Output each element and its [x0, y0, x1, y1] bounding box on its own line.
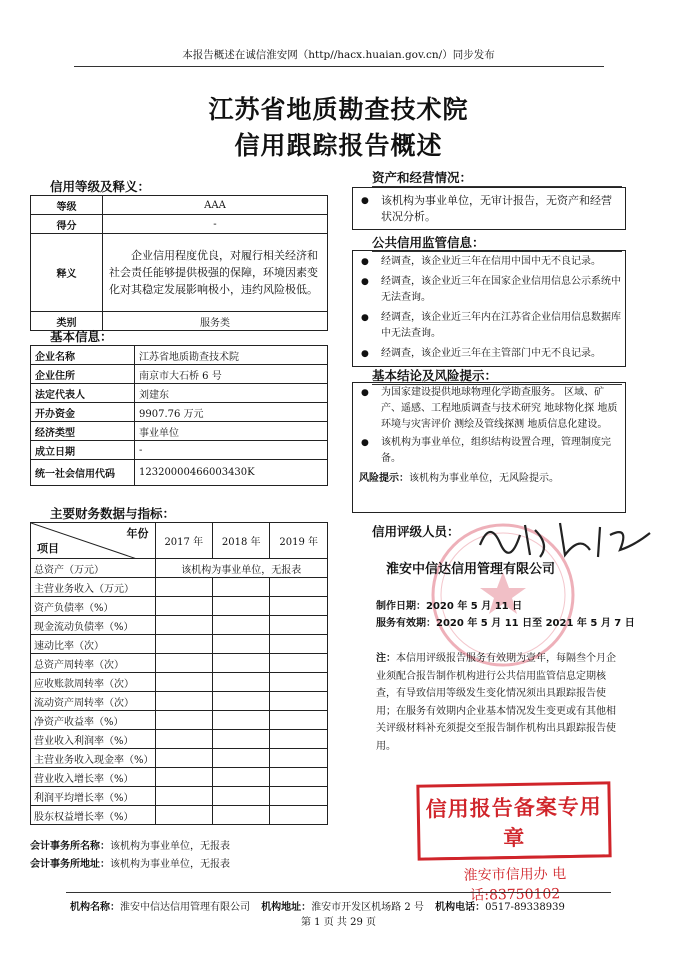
finance-value-cell: [155, 616, 212, 635]
footer-addr-value: 淮安市开发区机场路 2 号: [311, 902, 424, 913]
finance-item-label: 速动比率（次）: [31, 635, 156, 654]
rating-category-value: 服务类: [103, 312, 328, 331]
finance-item-label: 营业收入利润率（%）: [31, 730, 156, 749]
finance-value-cell: [213, 787, 270, 806]
bullet-icon: ●: [361, 277, 369, 287]
finance-value-cell: [270, 578, 328, 597]
agency-name: 淮安中信达信用管理有限公司: [386, 562, 556, 577]
finance-value-cell: [270, 749, 328, 768]
validity-value: 2020 年 5 月 11 日至 2021 年 5 月 7 日: [436, 618, 635, 629]
assets-box: [352, 187, 626, 230]
finance-value-cell: [155, 635, 212, 654]
finance-item-label: 净资产收益率（%）: [31, 711, 156, 730]
stamp-sub: 淮安市信用办 电话:83750102: [463, 866, 567, 904]
conclusion-box: [352, 382, 626, 513]
footer-org-label: 机构名称：: [70, 902, 120, 913]
table-row: [31, 234, 328, 312]
table-row: [31, 384, 328, 403]
accounting-name-label: 会计事务所名称：: [30, 841, 110, 852]
validity-line: [376, 614, 635, 629]
note-label: 注：: [376, 653, 396, 664]
list-item: ● 经调查，该企业近三年在主管部门中无不良记录。: [353, 346, 625, 362]
header-note: 本报告概述在诚信淮安网（http//hacx.huaian.gov.cn/）同步发布: [182, 49, 495, 61]
rating-grade-label: 等级: [31, 196, 103, 215]
header-divider: [74, 66, 604, 67]
finance-value-cell: [155, 692, 212, 711]
rating-grade-value: AAA: [103, 196, 328, 215]
finance-table: [30, 522, 328, 825]
date-value: 2020 年 5 月 11 日: [426, 601, 523, 612]
finance-value-cell: [270, 787, 328, 806]
finance-value-cell: [155, 711, 212, 730]
finance-value-cell: [155, 768, 212, 787]
finance-value-cell: [213, 635, 270, 654]
table-row: [31, 692, 328, 711]
year-header: 2019 年: [270, 523, 328, 559]
rating-score-value: -: [103, 215, 328, 234]
finance-value-cell: [213, 768, 270, 787]
finance-value-cell: [213, 616, 270, 635]
note-text: 本信用评级报告服务有效期为壹年，每隔叁个月企业须配合报告制作机构进行公共信用监管信息定期核查，有导致信用等级发生变化情况须出具跟踪报告使用；在服务有效期内企业基本情况发生变更或有其他相关评级材料补充须提交至报告制作机构出具跟踪报告使用。: [376, 653, 616, 752]
basic-value: 12320000466003430K: [135, 460, 328, 486]
footer-divider: [66, 892, 611, 893]
risk-value: 该机构为事业单位，无风险提示。: [409, 473, 559, 484]
table-row: [31, 365, 328, 384]
rating-meaning-value: 企业信用程度优良，对履行相关经济和社会责任能够提供极强的保障，环境因素变化对其稳定发展影响极小，违约风险极低。: [103, 234, 328, 312]
year-header: 2017 年: [155, 523, 212, 559]
finance-note-cell: 该机构为事业单位，无报表: [155, 559, 327, 578]
page-title: 江苏省地质勘查技术院: [208, 95, 469, 124]
supervision-heading: 公共信用监管信息：: [372, 233, 622, 252]
finance-item-label: 流动资产周转率（次）: [31, 692, 156, 711]
rating-category-label: 类别: [31, 312, 103, 331]
finance-value-cell: [213, 578, 270, 597]
finance-corner-cell: [31, 523, 156, 559]
basic-value: 9907.76 万元: [135, 403, 328, 422]
finance-value-cell: [155, 749, 212, 768]
page-subtitle: 信用跟踪报告概述: [234, 131, 443, 160]
basic-heading: 基本信息：: [50, 327, 190, 346]
footer-org-value: 淮安中信达信用管理有限公司: [120, 902, 250, 913]
finance-item-label: 应收账款周转率（次）: [31, 673, 156, 692]
finance-value-cell: [270, 768, 328, 787]
date-label: 制作日期：: [376, 601, 426, 612]
finance-value-cell: [270, 711, 328, 730]
list-item: ● 经调查，该企业近三年在国家企业信用信息公示系统中无法查询。: [361, 276, 621, 303]
table-row: [31, 616, 328, 635]
bullet-icon: ●: [361, 388, 369, 398]
bullet-icon: ●: [361, 349, 369, 359]
accounting-name-value: 该机构为事业单位，无报表: [110, 841, 230, 852]
basic-value: -: [135, 441, 328, 460]
finance-item-label: 总资产周转率（次）: [31, 654, 156, 673]
finance-value-cell: [155, 654, 212, 673]
basic-label: 法定代表人: [31, 384, 135, 403]
rating-meaning-label: 释义: [31, 234, 103, 312]
finance-value-cell: [213, 692, 270, 711]
rating-table: [30, 195, 328, 331]
basic-label: 成立日期: [31, 441, 135, 460]
finance-value-cell: [270, 654, 328, 673]
note-block: [376, 650, 624, 755]
accounting-addr-label: 会计事务所地址：: [30, 859, 110, 870]
stamp-divider: [425, 854, 605, 859]
list-item: ● 经调查，该企业近三年内在江苏省企业信用信息数据库中无法查询。: [361, 312, 621, 339]
risk-line: [353, 469, 625, 484]
table-row: [31, 597, 328, 616]
finance-item-label: 营业收入增长率（%）: [31, 768, 156, 787]
finance-value-cell: [155, 597, 212, 616]
finance-value-cell: [270, 635, 328, 654]
finance-value-cell: [213, 711, 270, 730]
page-number: 第 1 页 共 29 页: [301, 917, 376, 928]
assets-item: ● 该机构为事业单位，无审计报告，无资产和经营状况分析。: [361, 194, 612, 223]
table-row: [31, 460, 328, 486]
finance-item-label: 主营业务收入现金率（%）: [31, 749, 156, 768]
corner-item-label: 项目: [37, 542, 59, 555]
table-row: [31, 730, 328, 749]
finance-value-cell: [213, 597, 270, 616]
assets-heading: 资产和经营情况：: [372, 168, 622, 187]
table-row: [31, 559, 328, 578]
risk-label: 风险提示：: [359, 473, 409, 484]
filing-stamp: [416, 781, 611, 904]
table-row: [31, 673, 328, 692]
basic-value: 江苏省地质勘查技术院: [135, 346, 328, 365]
finance-value-cell: [155, 787, 212, 806]
basic-value: 刘建东: [135, 384, 328, 403]
finance-value-cell: [213, 730, 270, 749]
table-row: [31, 768, 328, 787]
conclusion-heading: 基本结论及风险提示：: [372, 366, 622, 385]
basic-label: 统一社会信用代码: [31, 460, 135, 486]
table-header-row: [31, 523, 328, 559]
table-row: [31, 635, 328, 654]
finance-value-cell: [155, 730, 212, 749]
finance-value-cell: [270, 692, 328, 711]
basic-value: 南京市大石桥 6 号: [135, 365, 328, 384]
list-item: ● 为国家建设提供地球物理化学勘查服务。 区域、矿产、遥感、工程地质调查与技术研究 地球物化探 地质环境与灾害评价 测绘及管线探测 地质信息化建设。: [361, 387, 618, 430]
supervision-box: [352, 250, 626, 367]
list-item: ● 经调查，该企业近三年在信用中国中无不良记录。: [353, 254, 625, 270]
finance-value-cell: [155, 673, 212, 692]
table-row: [31, 654, 328, 673]
finance-value-cell: [155, 806, 212, 825]
basic-label: 企业名称: [31, 346, 135, 365]
rater-label: 信用评级人员：: [372, 524, 460, 539]
year-header: 2018 年: [213, 523, 270, 559]
finance-value-cell: [270, 673, 328, 692]
finance-item-label: 现金流动负债率（%）: [31, 616, 156, 635]
date-line: [376, 597, 522, 612]
finance-value-cell: [155, 578, 212, 597]
finance-value-cell: [270, 597, 328, 616]
bullet-icon: ●: [361, 438, 369, 448]
basic-value: 事业单位: [135, 422, 328, 441]
footer-line: [70, 898, 610, 913]
table-row: [31, 441, 328, 460]
rating-score-label: 得分: [31, 215, 103, 234]
table-row: [31, 422, 328, 441]
bullet-icon: ●: [361, 196, 369, 206]
table-row: [31, 711, 328, 730]
bullet-icon: ●: [361, 313, 369, 323]
validity-label: 服务有效期：: [376, 618, 436, 629]
table-row: [31, 749, 328, 768]
list-item: ● 该机构为事业单位，组织结构设置合理，管理制度完备。: [361, 437, 611, 464]
finance-value-cell: [270, 730, 328, 749]
basic-table: [30, 345, 328, 486]
finance-item-label: 资产负债率（%）: [31, 597, 156, 616]
accounting-addr-value: 该机构为事业单位，无报表: [110, 859, 230, 870]
finance-value-cell: [270, 806, 328, 825]
rating-heading: 信用等级及释义：: [50, 177, 190, 196]
table-row: [31, 346, 328, 365]
finance-item-label: 股东权益增长率（%）: [31, 806, 156, 825]
basic-label: 开办资金: [31, 403, 135, 422]
stamp-title: 信用报告备案专用章: [425, 793, 602, 851]
finance-item-label: 总资产（万元）: [31, 559, 156, 578]
accounting-addr-line: [30, 855, 230, 870]
table-row: [31, 215, 328, 234]
table-row: [31, 403, 328, 422]
footer-tel-value: 0517-89338939: [485, 902, 565, 913]
finance-heading: 主要财务数据与指标：: [50, 504, 220, 523]
basic-label: 企业住所: [31, 365, 135, 384]
finance-value-cell: [213, 673, 270, 692]
bullet-icon: ●: [361, 257, 369, 267]
finance-value-cell: [213, 654, 270, 673]
finance-value-cell: [270, 616, 328, 635]
table-row: [31, 787, 328, 806]
footer-tel-label: 机构电话：: [435, 902, 486, 913]
finance-item-label: 利润平均增长率（%）: [31, 787, 156, 806]
table-row: [31, 196, 328, 215]
finance-item-label: 主营业务收入（万元）: [31, 578, 156, 597]
footer-addr-label: 机构地址：: [261, 902, 312, 913]
finance-value-cell: [213, 749, 270, 768]
corner-year-label: 年份: [126, 527, 149, 540]
basic-label: 经济类型: [31, 422, 135, 441]
table-row: [31, 578, 328, 597]
accounting-name-line: [30, 837, 230, 852]
finance-value-cell: [213, 806, 270, 825]
table-row: [31, 806, 328, 825]
